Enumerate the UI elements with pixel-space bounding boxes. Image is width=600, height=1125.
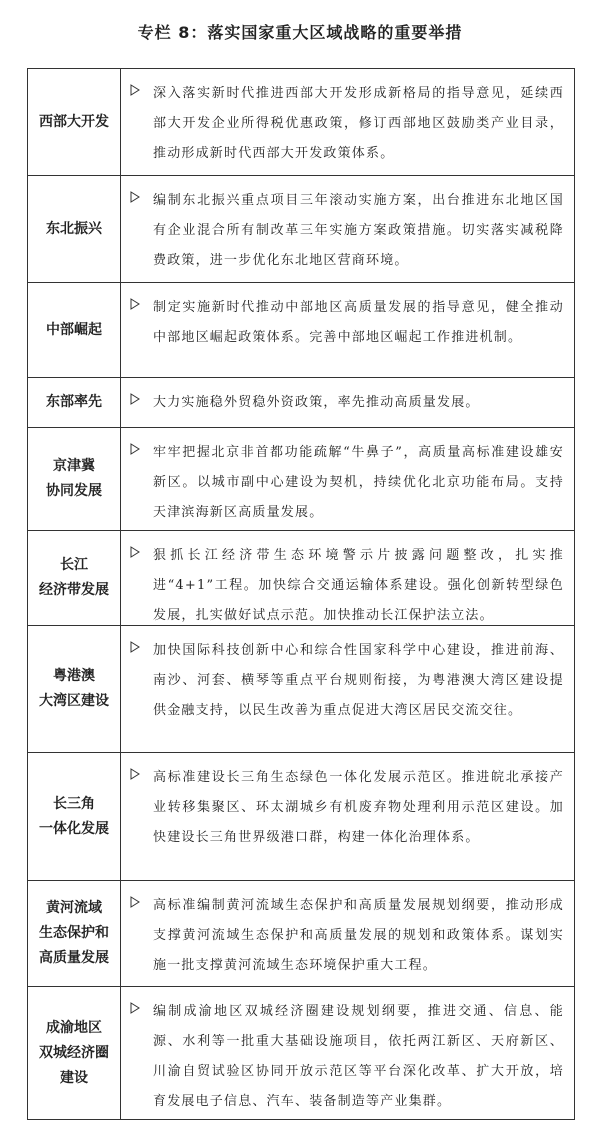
arrow-bullet-icon bbox=[129, 378, 149, 427]
row-text: 深入落实新时代推进西部大开发形成新格局的指导意见，延续西部大开发企业所得税优惠政策，修订西部地区鼓励类产业目录，推动形成新时代西部大开发政策体系。 bbox=[153, 86, 564, 161]
arrow-bullet-icon bbox=[129, 428, 149, 530]
row-heading: 京津冀 协同发展 bbox=[28, 428, 121, 530]
table-row bbox=[28, 283, 574, 378]
row-text: 高标准编制黄河流域生态保护和高质量发展规划纲要，推动形成支撑黄河流域生态保护和高质量发展的规划和政策体系。谋划实施一批支撑黄河流域生态环境保护重大工程。 bbox=[153, 898, 564, 973]
row-text: 牢牢把握北京非首都功能疏解“牛鼻子”，高质量高标准建设雄安新区。以城市副中心建设为契机，持续优化北京功能布局。支持天津滨海新区高质量发展。 bbox=[153, 445, 564, 520]
row-text: 大力实施稳外贸稳外资政策，率先推动高质量发展。 bbox=[153, 395, 480, 410]
table-row bbox=[28, 176, 574, 283]
arrow-bullet-icon bbox=[129, 987, 149, 1119]
row-heading: 黄河流域 生态保护和 高质量发展 bbox=[28, 881, 121, 986]
row-heading: 长三角 一体化发展 bbox=[28, 753, 121, 880]
arrow-bullet-icon bbox=[129, 69, 149, 175]
row-heading: 东北振兴 bbox=[28, 176, 121, 282]
table-row bbox=[28, 428, 574, 531]
table-row bbox=[28, 626, 574, 753]
row-heading: 东部率先 bbox=[28, 378, 121, 427]
arrow-bullet-icon bbox=[129, 626, 149, 752]
row-heading: 成渝地区 双城经济圈 建设 bbox=[28, 987, 121, 1119]
row-text: 编制成渝地区双城经济圈建设规划纲要，推进交通、信息、能源、水利等一批重大基础设施项目，依托两江新区、天府新区、川渝自贸试验区协同开放示范区等平台深化改革、扩大开放，培育发展电子信息、汽车、装备制造等产业集群。 bbox=[153, 1004, 564, 1109]
table-row bbox=[28, 531, 574, 626]
row-heading: 粤港澳 大湾区建设 bbox=[28, 626, 121, 752]
row-text: 狠抓长江经济带生态环境警示片披露问题整改，扎实推进“4+1”工程。加快综合交通运输体系建设。强化创新转型绿色发展，扎实做好试点示范。加快推动长江保护法立法。 bbox=[153, 548, 564, 623]
table-row bbox=[28, 987, 574, 1119]
row-heading: 西部大开发 bbox=[28, 69, 121, 175]
table-row bbox=[28, 69, 574, 176]
row-heading: 长江 经济带发展 bbox=[28, 531, 121, 625]
row-text: 高标准建设长三角生态绿色一体化发展示范区。推进皖北承接产业转移集聚区、环太湖城乡有机废弃物处理利用示范区建设。加快建设长三角世界级港口群，构建一体化治理体系。 bbox=[153, 770, 564, 845]
table-row bbox=[28, 378, 574, 428]
row-text: 制定实施新时代推动中部地区高质量发展的指导意见，健全推动中部地区崛起政策体系。完善中部地区崛起工作推进机制。 bbox=[153, 300, 564, 345]
arrow-bullet-icon bbox=[129, 753, 149, 880]
table-row bbox=[28, 881, 574, 987]
table-row bbox=[28, 753, 574, 881]
arrow-bullet-icon bbox=[129, 283, 149, 377]
row-heading: 中部崛起 bbox=[28, 283, 121, 377]
row-text: 编制东北振兴重点项目三年滚动实施方案，出台推进东北地区国有企业混合所有制改革三年实施方案政策措施。切实落实减税降费政策，进一步优化东北地区营商环境。 bbox=[153, 193, 564, 268]
arrow-bullet-icon bbox=[129, 531, 149, 625]
row-text: 加快国际科技创新中心和综合性国家科学中心建设，推进前海、南沙、河套、横琴等重点平台规则衔接，为粤港澳大湾区建设提供金融支持，以民生改善为重点促进大湾区居民交流交往。 bbox=[153, 643, 564, 718]
arrow-bullet-icon bbox=[129, 881, 149, 986]
arrow-bullet-icon bbox=[129, 176, 149, 282]
page-title: 专栏 8：落实国家重大区域战略的重要举措 bbox=[137, 23, 463, 42]
measures-table bbox=[27, 68, 575, 1120]
